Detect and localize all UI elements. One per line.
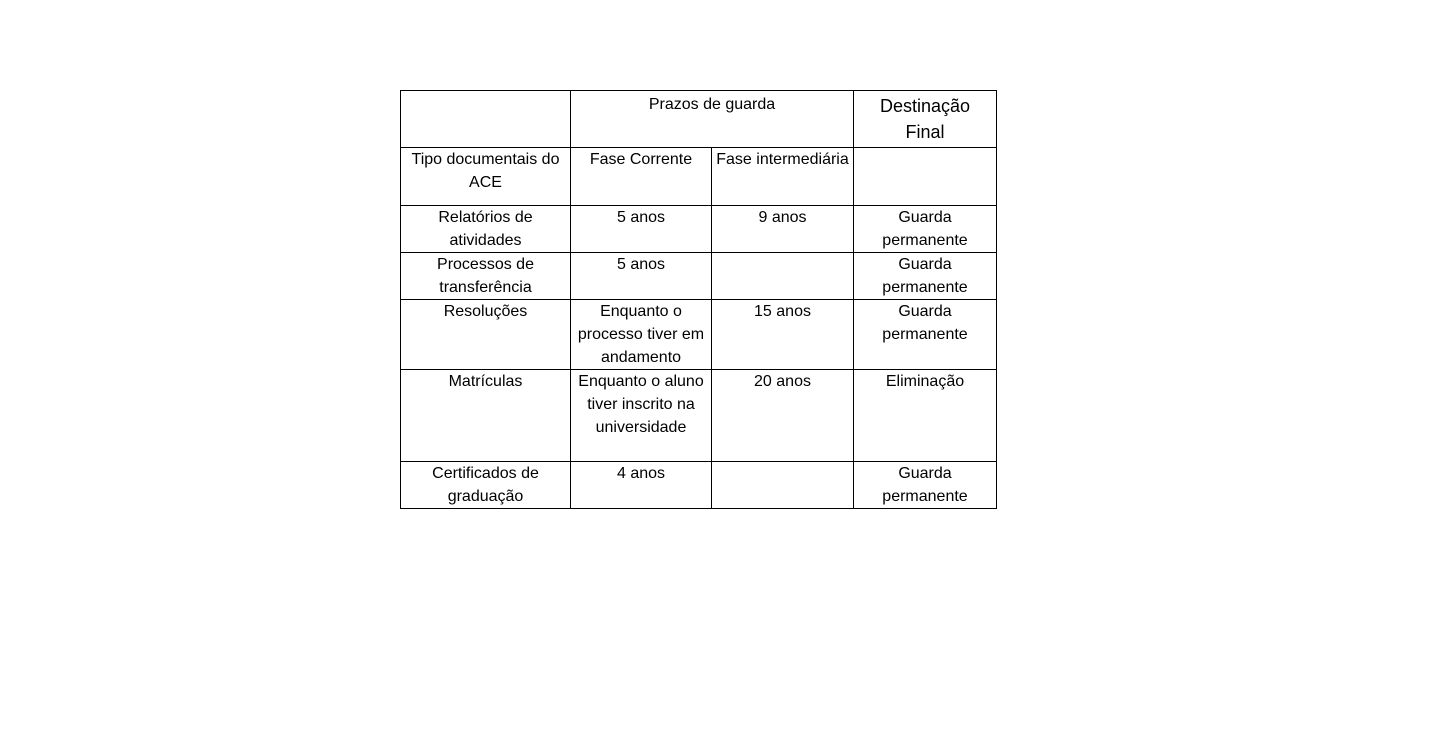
cell-fase-intermediaria: [712, 253, 854, 300]
header-prazos-de-guarda: Prazos de guarda: [571, 91, 854, 148]
table-row: [401, 206, 997, 253]
table-row: [401, 300, 997, 370]
cell-fase-corrente: 4 anos: [571, 462, 712, 509]
subheader-tipo-documentais: Tipo documentais do ACE: [401, 148, 571, 206]
table-row: [401, 253, 997, 300]
subheader-row: [401, 148, 997, 206]
cell-tipo: Certificados de graduação: [401, 462, 571, 509]
subheader-fase-corrente: Fase Corrente: [571, 148, 712, 206]
cell-fase-corrente: Enquanto o processo tiver em andamento: [571, 300, 712, 370]
header-destinacao-final: Destinação Final: [854, 91, 997, 148]
cell-tipo: Relatórios de atividades: [401, 206, 571, 253]
cell-destinacao: Guarda permanente: [854, 253, 997, 300]
cell-fase-intermediaria: [712, 462, 854, 509]
cell-fase-corrente: Enquanto o aluno tiver inscrito na universidade: [571, 370, 712, 462]
cell-destinacao: Guarda permanente: [854, 300, 997, 370]
cell-fase-corrente: 5 anos: [571, 253, 712, 300]
table-row: [401, 462, 997, 509]
cell-fase-intermediaria: 9 anos: [712, 206, 854, 253]
header-blank-cell: [401, 91, 571, 148]
subheader-blank-cell: [854, 148, 997, 206]
cell-destinacao: Guarda permanente: [854, 462, 997, 509]
cell-tipo: Resoluções: [401, 300, 571, 370]
cell-tipo: Processos de transferência: [401, 253, 571, 300]
cell-fase-intermediaria: 20 anos: [712, 370, 854, 462]
table-row: [401, 370, 997, 462]
subheader-fase-intermediaria: Fase intermediária: [712, 148, 854, 206]
cell-destinacao: Guarda permanente: [854, 206, 997, 253]
cell-fase-intermediaria: 15 anos: [712, 300, 854, 370]
cell-tipo: Matrículas: [401, 370, 571, 462]
cell-destinacao: Eliminação: [854, 370, 997, 462]
cell-fase-corrente: 5 anos: [571, 206, 712, 253]
header-row: [401, 91, 997, 148]
retention-schedule-table: [400, 90, 997, 509]
